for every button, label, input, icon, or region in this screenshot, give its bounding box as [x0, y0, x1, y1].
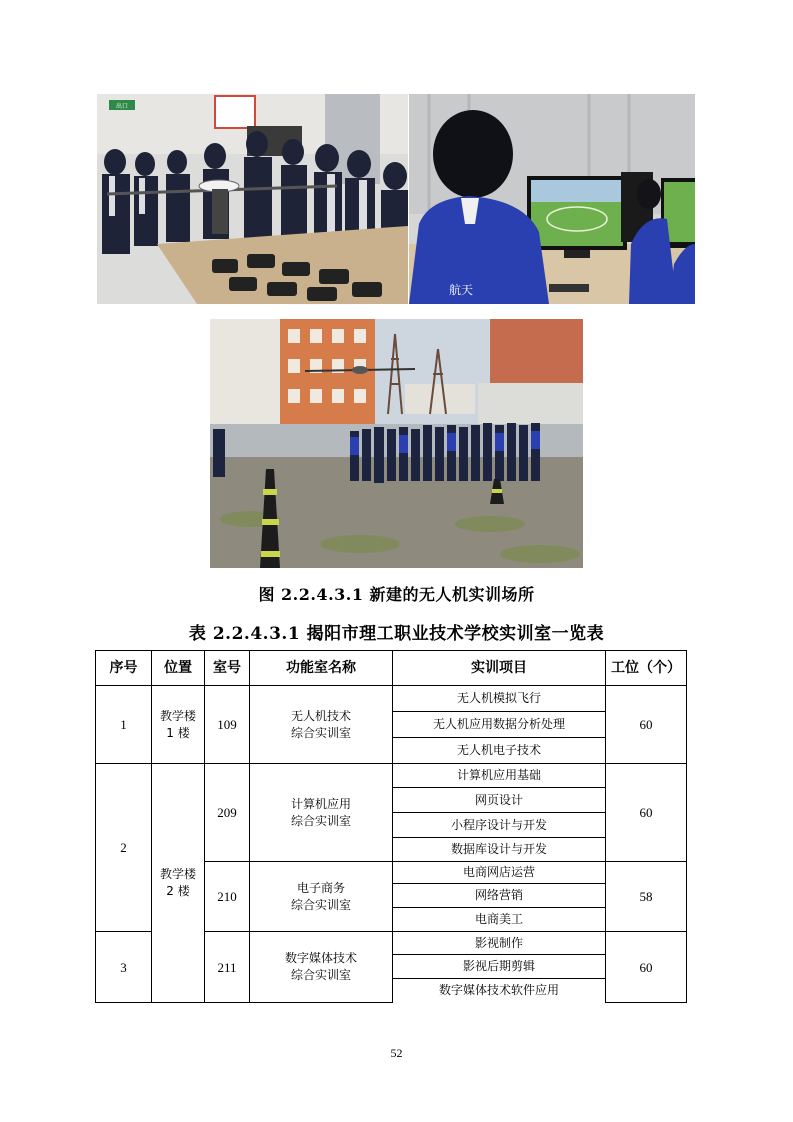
- vest-text: 航天: [449, 283, 474, 297]
- room-no-cell: 109: [205, 686, 250, 764]
- project-cell: 网络营销: [393, 884, 606, 908]
- room-no-cell: 210: [205, 862, 250, 932]
- room-name-cell: 数字媒体技术 综合实训室: [250, 932, 393, 1003]
- project-cell: 无人机电子技术: [393, 738, 606, 764]
- figure-caption: 图 2.2.4.3.1 新建的无人机实训场所: [258, 585, 535, 604]
- project-cell: 计算机应用基础: [393, 764, 606, 788]
- seats-cell: 60: [606, 764, 687, 862]
- room-name-cell: 电子商务 综合实训室: [250, 862, 393, 932]
- page-number: 52: [390, 1046, 403, 1060]
- project-cell: 影视制作: [393, 932, 606, 955]
- table-caption: 表 2.2.4.3.1 揭阳市理工职业技术学校实训室一览表: [188, 624, 605, 644]
- lab-room-table: [95, 650, 687, 1003]
- location-cell: 教学楼 1 楼: [152, 686, 205, 764]
- project-cell: 数字媒体技术软件应用: [393, 979, 606, 1003]
- project-cell: 无人机模拟飞行: [393, 686, 606, 712]
- seats-cell: 60: [606, 686, 687, 764]
- table-row: [96, 686, 687, 712]
- room-no-cell: 209: [205, 764, 250, 862]
- exit-sign-text: 出口: [115, 103, 129, 110]
- photo-drone-indoor-training: [97, 94, 408, 304]
- room-name-cell: 计算机应用 综合实训室: [250, 764, 393, 862]
- header-room-no: 室号: [205, 651, 250, 686]
- seats-cell: 60: [606, 932, 687, 1003]
- header-location: 位置: [152, 651, 205, 686]
- header-training-project: 实训项目: [393, 651, 606, 686]
- photo-new-drone-training-field: [210, 319, 583, 568]
- seats-cell: 58: [606, 862, 687, 932]
- project-cell: 电商美工: [393, 908, 606, 932]
- project-cell: 数据库设计与开发: [393, 838, 606, 862]
- table-row: [96, 764, 687, 788]
- project-cell: 影视后期剪辑: [393, 955, 606, 979]
- header-seq: 序号: [96, 651, 152, 686]
- project-cell: 无人机应用数据分析处理: [393, 712, 606, 738]
- project-cell: 电商网店运营: [393, 862, 606, 884]
- project-cell: 网页设计: [393, 788, 606, 813]
- photo-drone-simulation-computer: [409, 94, 695, 304]
- seq-cell: 2: [96, 764, 152, 932]
- header-seats: 工位（个）: [606, 651, 687, 686]
- location-cell: 教学楼 2 楼: [152, 764, 205, 1003]
- header-room-name: 功能室名称: [250, 651, 393, 686]
- seq-cell: 1: [96, 686, 152, 764]
- table-header-row: [96, 651, 687, 686]
- project-cell: 小程序设计与开发: [393, 813, 606, 838]
- room-no-cell: 211: [205, 932, 250, 1003]
- seq-cell: 3: [96, 932, 152, 1003]
- room-name-cell: 无人机技术 综合实训室: [250, 686, 393, 764]
